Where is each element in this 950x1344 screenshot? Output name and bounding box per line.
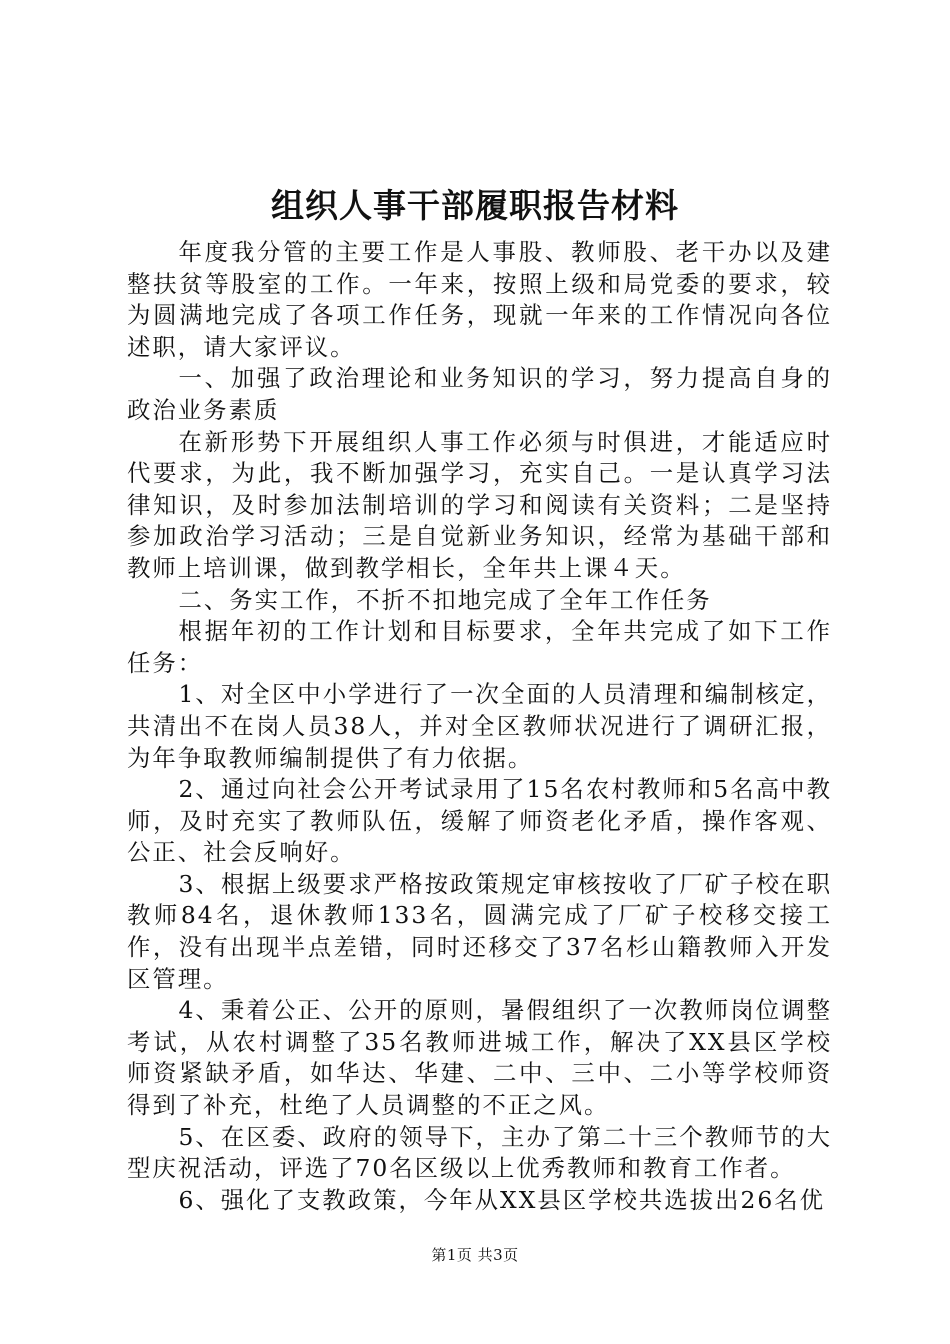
document-title: 组织人事干部履职报告材料 (271, 186, 679, 225)
paragraph-task-3: 3、根据上级要求严格按政策规定审核按收了厂矿子校在职教师84名，退休教师133名，圆满完成了厂矿子校移交接工作，没有出现半点差错，同时还移交了37名杉山籍教师入开发区管理。 (127, 869, 832, 993)
paragraph-task-1: 1、对全区中小学进行了一次全面的人员清理和编制核定，共清出不在岗人员38人，并对全区教师状况进行了调研汇报，为年争取教师编制提供了有力依据。 (127, 680, 832, 772)
paragraph-heading-1: 一、加强了政治理论和业务知识的学习，努力提高自身的政治业务素质 (127, 364, 832, 424)
paragraph-task-6: 6、强化了支教政策，今年从XX县区学校共选拔出26名优 (178, 1185, 826, 1214)
paragraph-task-5: 5、在区委、政府的领导下，主办了第二十三个教师节的大型庆祝活动，评选了70名区级以上优秀教师和教育工作者。 (127, 1122, 832, 1183)
paragraph-heading-2: 二、务实工作，不折不扣地完成了全年工作任务 (178, 585, 712, 614)
paragraph-tasks-intro: 根据年初的工作计划和目标要求，全年共完成了如下工作任务： (127, 617, 832, 677)
paragraph-study: 在新形势下开展组织人事工作必须与时俱进，才能适应时代要求，为此，我不断加强学习，充实自己。一是认真学习法律知识，及时参加法制培训的学习和阅读有关资料；二是坚持参加政治学习活动；三是自觉新业务知识，经常为基础干部和教师上培训课，做到教学相长，全年共上课４天。 (127, 427, 832, 582)
paragraph-intro: 年度我分管的主要工作是人事股、教师股、老干办以及建整扶贫等股室的工作。一年来，按照上级和局党委的要求，较为圆满地完成了各项工作任务，现就一年来的工作情况向各位述职，请大家评议。 (127, 238, 832, 361)
paragraph-task-2: 2、通过向社会公开考试录用了15名农村教师和5名高中教师，及时充实了教师队伍，缓解了师资老化矛盾，操作客观、公正、社会反响好。 (127, 775, 832, 867)
paragraph-task-4: 4、秉着公正、公开的原则，暑假组织了一次教师岗位调整考试，从农村调整了35名教师进城工作，解决了XX县区学校师资紧缺矛盾，如华达、华建、二中、三中、二小等学校师资得到了补充，杜绝了人员调整的不正之风。 (127, 996, 832, 1120)
document-body (127, 237, 832, 1216)
page-number-footer: 第1页 共3页 (431, 1246, 519, 1264)
